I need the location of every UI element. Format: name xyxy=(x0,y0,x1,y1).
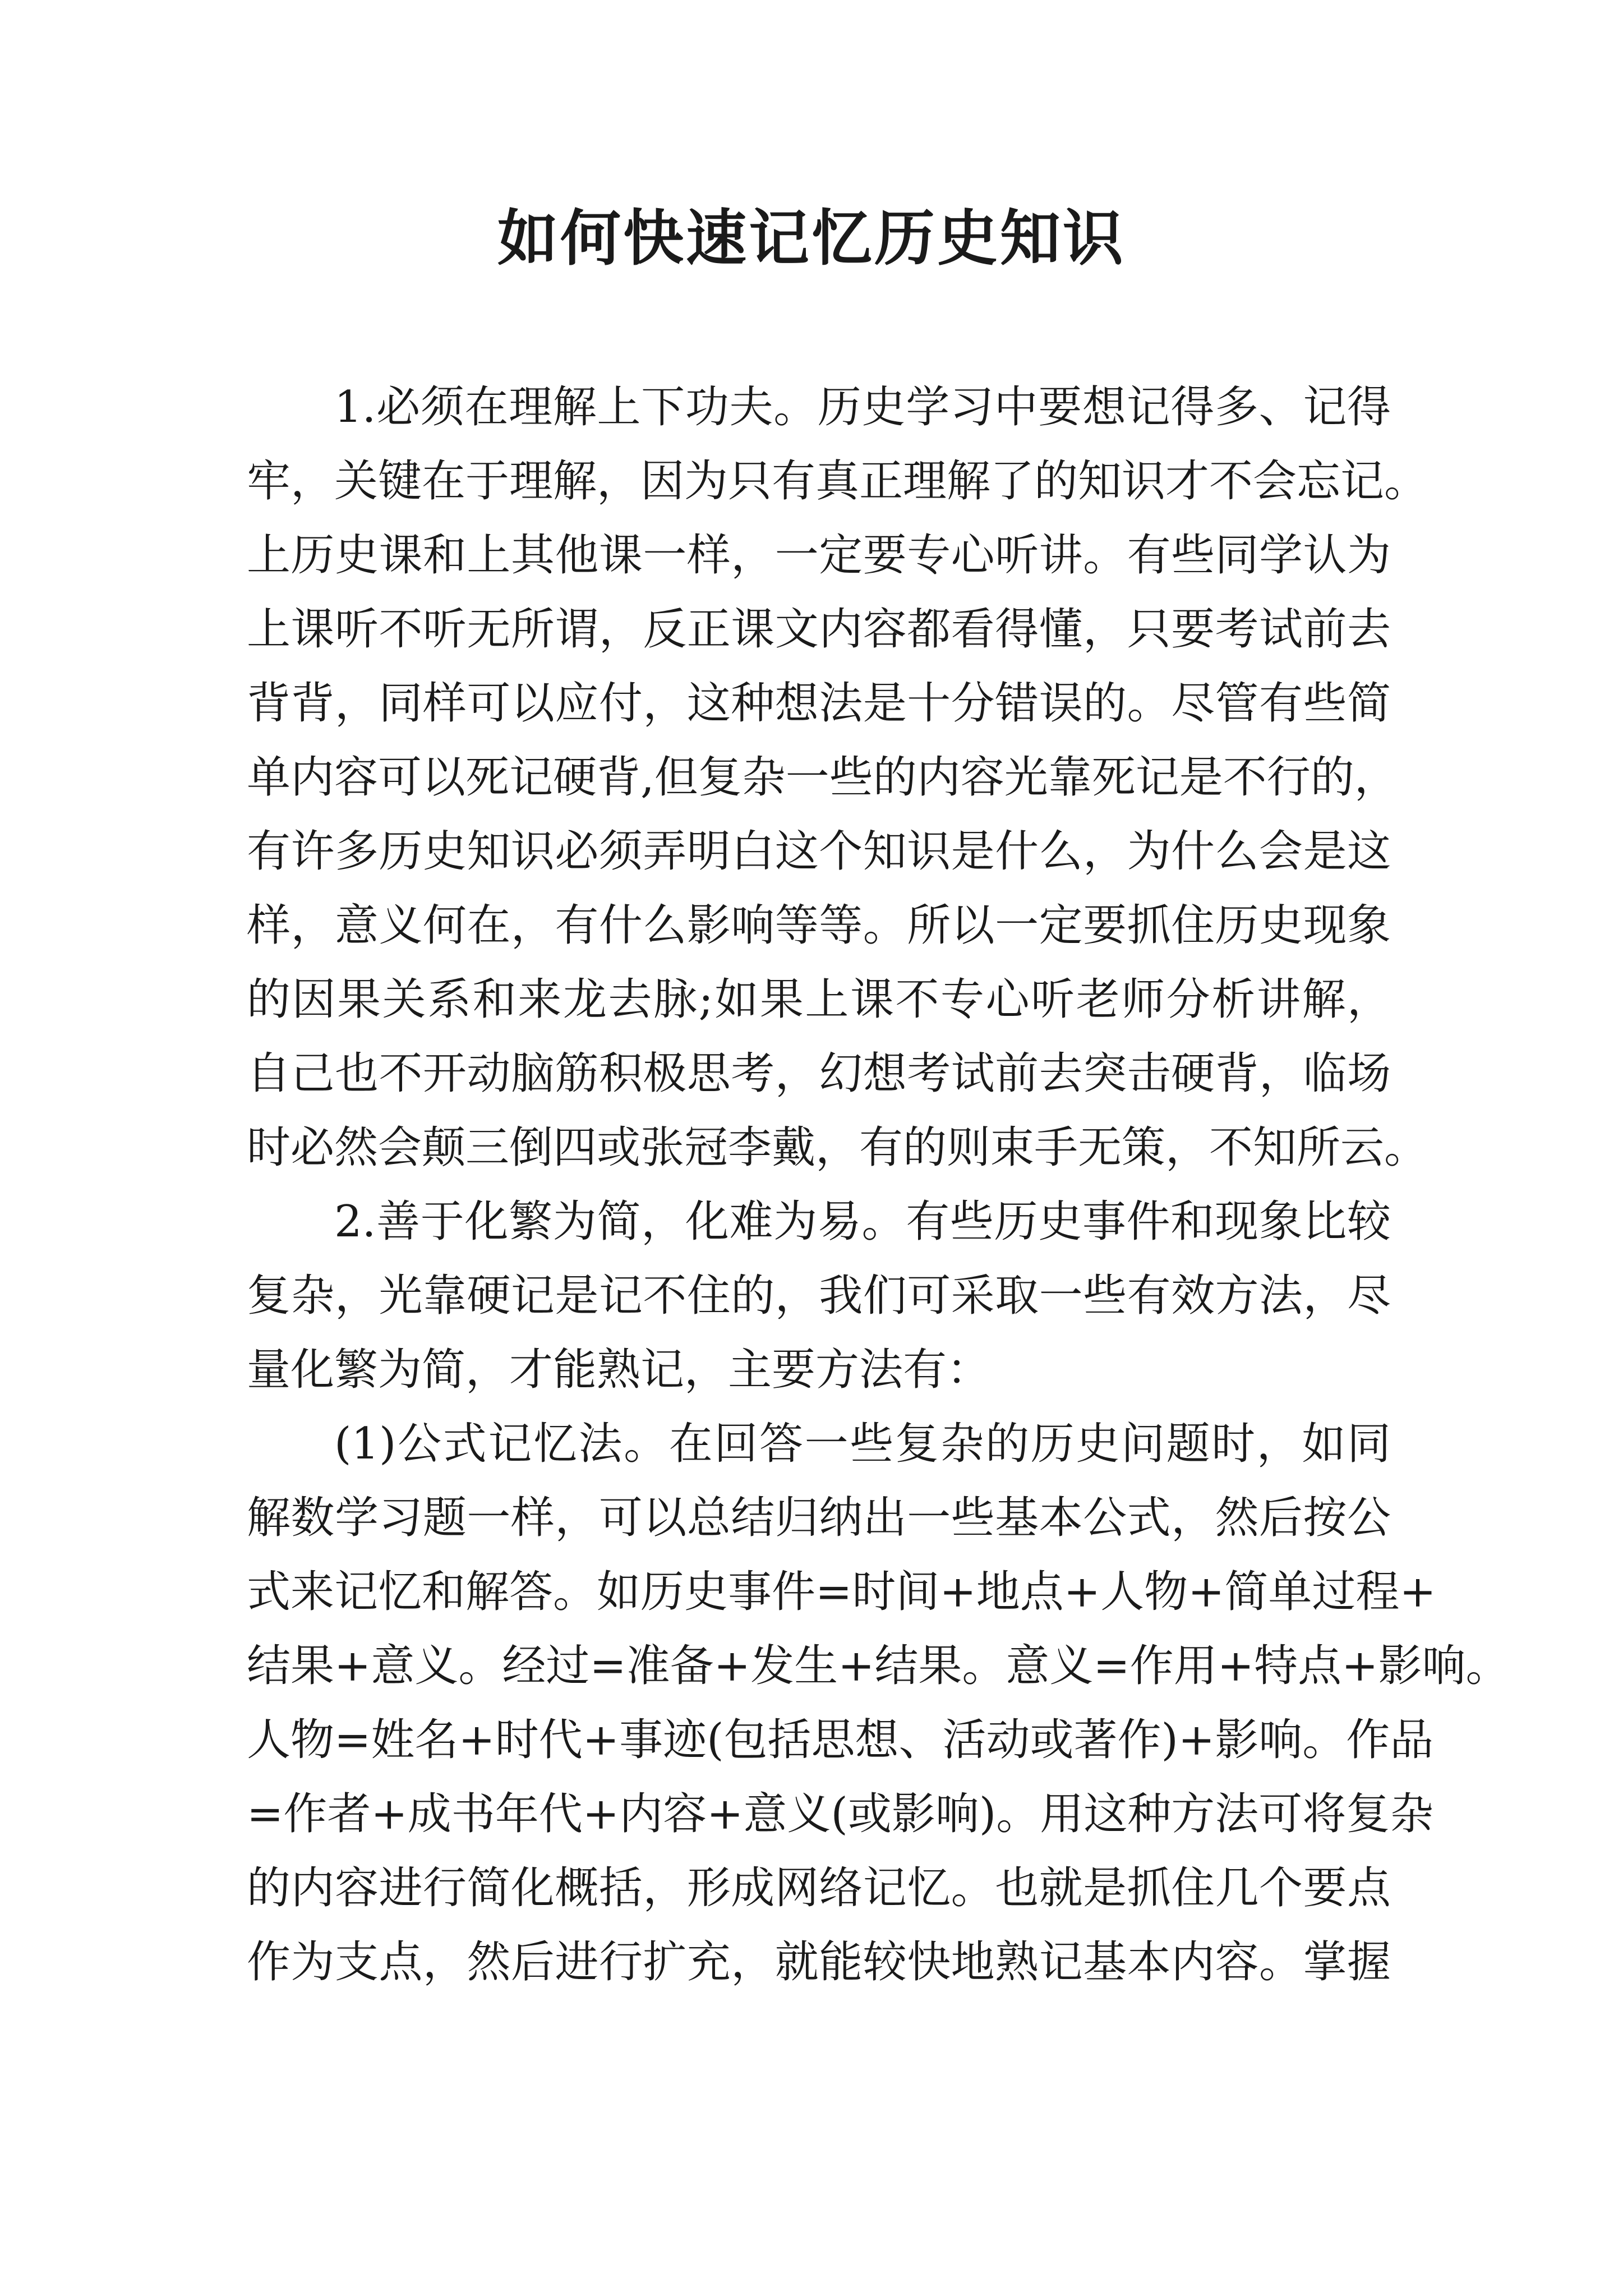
document-title: 如何快速记忆历史知识 xyxy=(497,203,1126,274)
body-line: 时必然会颠三倒四或张冠李戴，有的则束手无策，不知所云。 xyxy=(247,1122,1428,1173)
body-line: 自己也不开动脑筋积极思考，幻想考试前去突击硬背，临场 xyxy=(247,1048,1391,1099)
body-line: 1.必须在理解上下功夫。历史学习中要想记得多、记得 xyxy=(334,382,1391,432)
body-line: 样，意义何在，有什么影响等等。所以一定要抓住历史现象 xyxy=(247,900,1391,951)
body-line: 背背，同样可以应付，这种想法是十分错误的。尽管有些简 xyxy=(247,678,1391,729)
body-line: 结果+意义。经过=准备+发生+结果。意义=作用+特点+影响。 xyxy=(247,1641,1510,1691)
body-line: 牢，关键在于理解，因为只有真正理解了的知识才不会忘记。 xyxy=(247,456,1428,507)
body-line: 的因果关系和来龙去脉;如果上课不专心听老师分析讲解， xyxy=(247,974,1391,1025)
body-line: 解数学习题一样，可以总结归纳出一些基本公式，然后按公 xyxy=(247,1493,1391,1543)
document-body xyxy=(247,370,1510,1999)
body-line: 量化繁为简，才能熟记，主要方法有： xyxy=(247,1345,991,1395)
body-line: 式来记忆和解答。如历史事件=时间+地点+人物+简单过程+ xyxy=(247,1567,1436,1617)
body-line: 人物=姓名+时代+事迹(包括思想、活动或著作)+影响。作品 xyxy=(247,1715,1434,1765)
body-line: (1)公式记忆法。在回答一些复杂的历史问题时，如同 xyxy=(334,1419,1391,1469)
body-line: 上课听不听无所谓，反正课文内容都看得懂，只要考试前去 xyxy=(247,604,1391,655)
body-line: 2.善于化繁为简，化难为易。有些历史事件和现象比较 xyxy=(334,1197,1391,1247)
body-line: 上历史课和上其他课一样，一定要专心听讲。有些同学认为 xyxy=(247,530,1391,581)
body-line: 单内容可以死记硬背,但复杂一些的内容光靠死记是不行的， xyxy=(247,752,1398,803)
body-line: 复杂，光靠硬记是记不住的，我们可采取一些有效方法，尽 xyxy=(247,1271,1391,1321)
body-line: 的内容进行简化概括，形成网络记忆。也就是抓住几个要点 xyxy=(247,1863,1391,1913)
body-line: 有许多历史知识必须弄明白这个知识是什么，为什么会是这 xyxy=(247,826,1391,877)
body-line: 作为支点，然后进行扩充，就能较快地熟记基本内容。掌握 xyxy=(247,1937,1391,1987)
body-line: =作者+成书年代+内容+意义(或影响)。用这种方法可将复杂 xyxy=(247,1789,1434,1839)
